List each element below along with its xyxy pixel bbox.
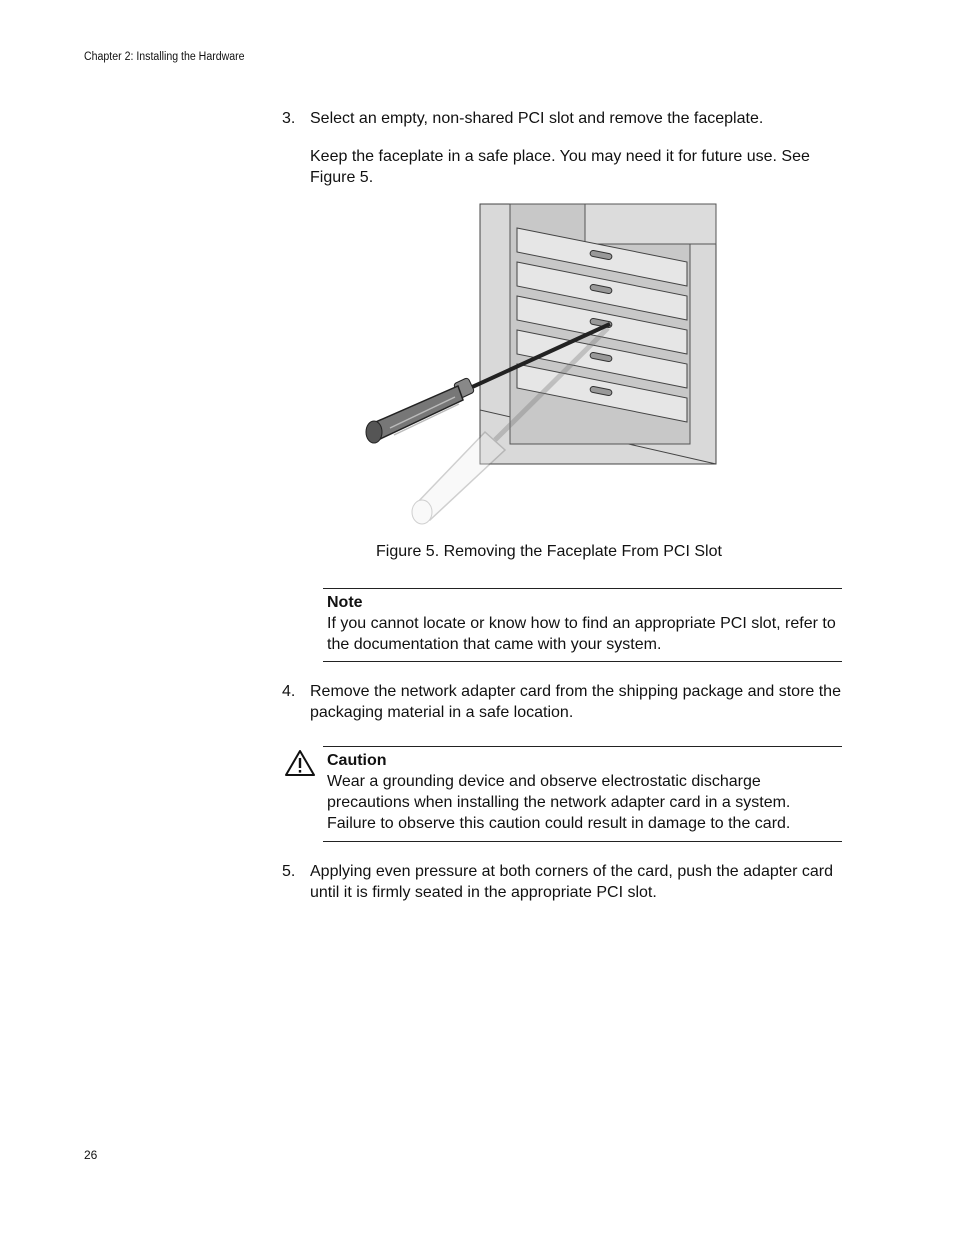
note-title: Note: [327, 594, 363, 611]
screwdriver-pci-illustration: [360, 200, 720, 525]
figure-caption: Figure 5. Removing the Faceplate From PCI Slot: [376, 543, 722, 560]
caution-box: [323, 746, 842, 842]
step-3-paragraph: Keep the faceplate in a safe place. You may need it for future use. See Figure 5.: [310, 148, 810, 186]
warning-triangle-icon: [284, 749, 316, 777]
step-number: 3.: [282, 110, 296, 127]
step-text: Select an empty, non-shared PCI slot and remove the faceplate.: [310, 110, 764, 127]
step-text: Applying even pressure at both corners of the card, push the adapter card until it is firmly seated in the appropriate PCI slot.: [310, 863, 833, 901]
caution-title: Caution: [327, 752, 387, 769]
step-3: [282, 108, 842, 129]
step-5: [282, 861, 842, 903]
note-box: [323, 588, 842, 662]
caution-body: Wear a grounding device and observe electrostatic discharge precautions when installing the network adapter card in a system. Failure to observe this caution could result in damage to the card.: [327, 773, 791, 832]
step-number: 5.: [282, 863, 296, 880]
step-4: [282, 681, 842, 723]
figure-5-illustration: [360, 200, 720, 525]
step-number: 4.: [282, 683, 296, 700]
page-number: 26: [84, 1148, 98, 1162]
note-body: If you cannot locate or know how to find an appropriate PCI slot, refer to the documentation that came with your system.: [327, 615, 836, 653]
running-header: Chapter 2: Installing the Hardware: [84, 51, 245, 63]
step-text: Remove the network adapter card from the shipping package and store the packaging material in a safe location.: [310, 683, 841, 721]
